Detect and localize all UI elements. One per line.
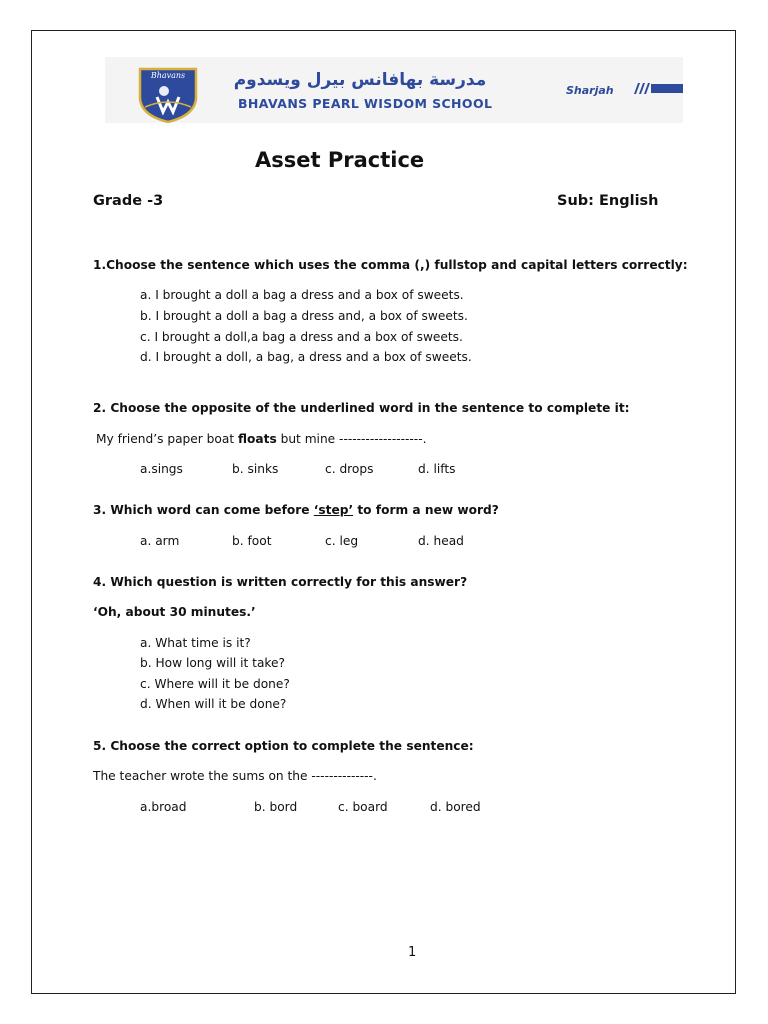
subject-label: Sub: English <box>557 193 659 209</box>
question-3-text-start: 3. Which word can come before <box>93 503 314 517</box>
question-1-option-a: a. I brought a doll a bag a dress and a box of sweets. <box>140 288 464 302</box>
grade-label: Grade -3 <box>93 193 164 209</box>
question-1-option-b: b. I brought a doll a bag a dress and, a box of sweets. <box>140 309 468 323</box>
question-1: 1.Choose the sentence which uses the comma (,) fullstop and capital letters correctly: <box>93 258 688 272</box>
question-2-sentence <box>96 432 426 446</box>
question-5-option-b: b. bord <box>254 800 298 814</box>
question-4-option-c: c. Where will it be done? <box>140 677 290 691</box>
question-5-option-c: c. board <box>338 800 388 814</box>
question-4-option-d: d. When will it be done? <box>140 697 287 711</box>
question-3-option-c: c. leg <box>325 534 359 548</box>
question-2: 2. Choose the opposite of the underlined word in the sentence to complete it: <box>93 401 630 415</box>
page-title: Asset Practice <box>255 148 425 172</box>
question-2-option-d: d. lifts <box>418 462 456 476</box>
question-4-option-b: b. How long will it take? <box>140 656 285 670</box>
question-4-option-a: a. What time is it? <box>140 636 251 650</box>
city-name: Sharjah <box>566 84 614 97</box>
question-3 <box>93 503 499 517</box>
school-name: BHAVANS PEARL WISDOM SCHOOL <box>238 96 493 111</box>
question-3-option-d: d. head <box>418 534 464 548</box>
school-name-arabic: مدرسة بهافانس بيرل ويسدوم <box>233 70 487 90</box>
sentence-end: but mine -------------------. <box>276 432 427 446</box>
brand-stripes <box>631 83 683 94</box>
question-2-option-b: b. sinks <box>232 462 279 476</box>
svg-text:Bhavans: Bhavans <box>150 71 186 80</box>
school-crest-logo <box>137 67 199 123</box>
question-2-option-a: a.sings <box>140 462 183 476</box>
question-4-answer: ‘Oh, about 30 minutes.’ <box>93 605 256 619</box>
question-5-option-a: a.broad <box>140 800 187 814</box>
question-5: 5. Choose the correct option to complete the sentence: <box>93 739 474 753</box>
sentence-start: My friend’s paper boat <box>96 432 238 446</box>
question-3-text-end: to form a new word? <box>353 503 499 517</box>
question-5-option-d: d. bored <box>430 800 481 814</box>
question-4: 4. Which question is written correctly for this answer? <box>93 575 468 589</box>
question-5-sentence: The teacher wrote the sums on the --------------. <box>93 769 377 783</box>
question-1-option-d: d. I brought a doll, a bag, a dress and a box of sweets. <box>140 350 472 364</box>
bold-word: floats <box>237 432 277 446</box>
question-3-option-b: b. foot <box>232 534 272 548</box>
underlined-word: ‘step’ <box>313 503 354 517</box>
question-3-option-a: a. arm <box>140 534 180 548</box>
question-1-option-c: c. I brought a doll,a bag a dress and a box of sweets. <box>140 330 463 344</box>
question-2-option-c: c. drops <box>325 462 374 476</box>
page-number: 1 <box>408 945 417 960</box>
